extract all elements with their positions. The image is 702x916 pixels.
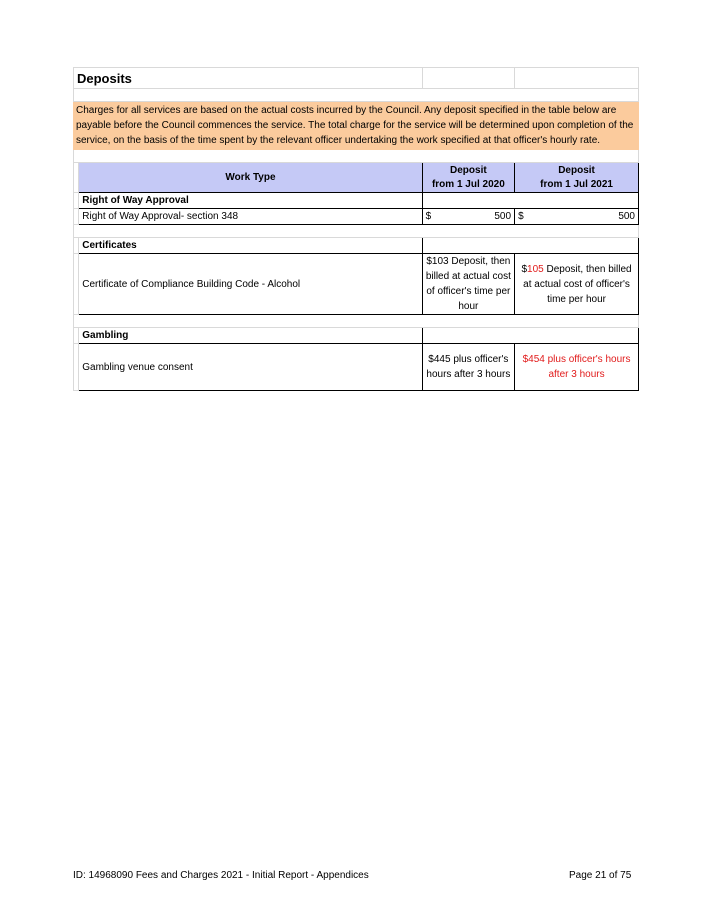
section-header-row <box>74 238 639 254</box>
header-work-type: Work Type <box>79 163 422 193</box>
value-prefix: $ <box>521 263 528 275</box>
section-header-row <box>74 328 639 344</box>
note-row <box>74 102 639 150</box>
amount: 500 <box>618 211 635 222</box>
footer-page-number: Page 21 of 75 <box>569 870 632 881</box>
row-item: Right of Way Approval- section 348 <box>79 209 422 225</box>
row-value-2020: $103 Deposit, then billed at actual cost of officer's time per hour <box>422 254 514 315</box>
deposits-table <box>73 67 639 391</box>
header-deposit-2021-line2: from 1 Jul 2021 <box>540 178 613 190</box>
row-value-2021 <box>515 209 639 225</box>
section-certificates: Certificates <box>79 238 422 254</box>
table-row <box>74 209 639 225</box>
title-row <box>74 68 639 89</box>
section-header-row <box>74 193 639 209</box>
currency-symbol: $ <box>518 211 524 222</box>
deposits-sheet <box>73 67 639 391</box>
row-item: Certificate of Compliance Building Code - Alcohol <box>79 254 422 315</box>
row-value-2020: $445 plus officer's hours after 3 hours <box>422 344 514 391</box>
changed-value: 105 <box>527 263 544 275</box>
row-value-2021 <box>515 254 639 315</box>
row-item: Gambling venue consent <box>79 344 422 391</box>
row-value-2020 <box>422 209 514 225</box>
header-deposit-2020-line2: from 1 Jul 2020 <box>431 178 505 190</box>
spacer-row <box>74 89 639 102</box>
section-gambling: Gambling <box>79 328 422 344</box>
spacer-row <box>74 225 639 238</box>
currency-symbol: $ <box>425 211 432 222</box>
header-deposit-2021 <box>515 163 639 193</box>
spacer-row <box>74 315 639 328</box>
section-right-of-way: Right of Way Approval <box>79 193 422 209</box>
charges-note: Charges for all services are based on the actual costs incurred by the Council. Any deposit specified in the table below are payable before the Council commences the service. The total charge for the service will be determined upon completion of the service, on the basis of the time spent by the relevant officer undertaking the work specified at that officer's hourly rate. <box>74 102 639 150</box>
header-deposit-2020 <box>422 163 514 193</box>
row-value-2021: $454 plus officer's hours after 3 hours <box>515 344 639 391</box>
header-row <box>74 163 639 193</box>
header-deposit-2021-line1: Deposit <box>558 164 595 176</box>
table-row <box>74 344 639 391</box>
amount: 500 <box>494 211 512 222</box>
page-title: Deposits <box>74 68 423 89</box>
spacer-row <box>74 150 639 163</box>
footer-document-id: ID: 14968090 Fees and Charges 2021 - Initial Report - Appendices <box>73 870 369 881</box>
table-row <box>74 254 639 315</box>
value-suffix: Deposit, then billed at actual cost of officer's time per hour <box>523 263 632 305</box>
header-deposit-2020-line1: Deposit <box>450 164 487 176</box>
